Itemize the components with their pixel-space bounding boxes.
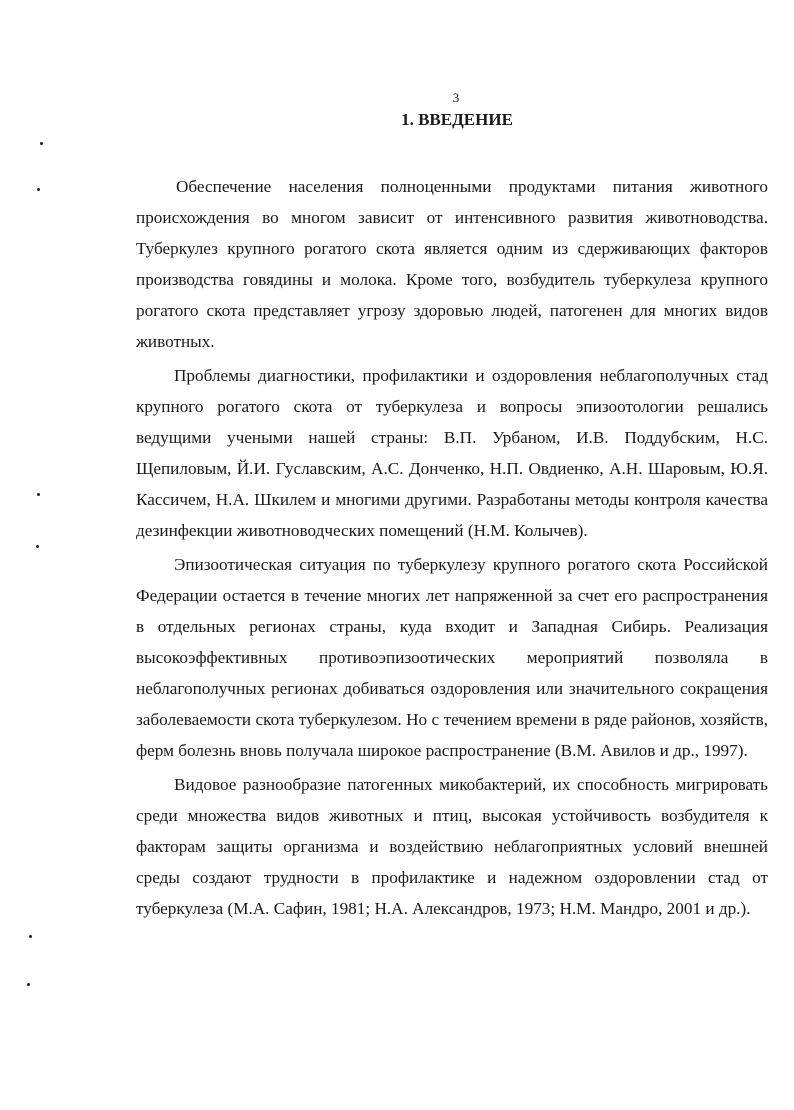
scan-speck — [37, 188, 40, 191]
scan-speck — [29, 935, 32, 938]
paragraph-4: Видовое разнообразие патогенных микобактерий, их способность мигрировать среди множества видов животных и птиц, высокая устойчивость возбудителя к факторам защиты организма и воздействию неблагоприятных условий внешней среды создают трудности в профилактике и надежном оздоровлении стад от туберкулеза (М.А. Сафин, 1981; Н.А. Александров, 1973; Н.М. Мандро, 2001 и др.). — [136, 775, 768, 918]
scan-speck — [27, 983, 30, 986]
scan-speck — [36, 545, 39, 548]
section-heading: 1. ВВЕДЕНИЕ — [401, 110, 513, 129]
body-text — [136, 171, 768, 927]
scan-speck — [40, 142, 43, 145]
scan-speck — [37, 493, 40, 496]
paragraph-3: Эпизоотическая ситуация по туберкулезу крупного рогатого скота Российской Федерации остается в течение многих лет напряженной за счет его распространения в отдельных регионах страны, куда входит и Западная Сибирь. Реализация высокоэффективных противоэпизоотических мероприятий позволяла в неблагополучных регионах добиваться оздоровления или значительного сокращения заболеваемости скота туберкулезом. Но с течением времени в ряде районов, хозяйств, ферм болезнь вновь получала широкое распространение (В.М. Авилов и др., 1997). — [136, 555, 768, 760]
paragraph-2: Проблемы диагностики, профилактики и оздоровления неблагополучных стад крупного рогатого скота от туберкулеза и вопросы эпизоотологии решались ведущими учеными нашей страны: В.П. Урбаном, И.В. Поддубским, Н.С. Щепиловым, Й.И. Гуславским, А.С. Донченко, Н.П. Овдиенко, А.Н. Шаровым, Ю.Я. Кассичем, Н.А. Шкилем и многими другими. Разработаны методы контроля качества дезинфекции животноводческих помещений (Н.М. Колычев). — [136, 366, 768, 540]
page-number: 3 — [452, 90, 460, 105]
paragraph-1: Обеспечение населения полноценными продуктами питания животного происхождения во многом зависит от интенсивного развития животноводства. Туберкулез крупного рогатого скота является одним из сдерживающих факторов производства говядины и молока. Кроме того, возбудитель туберкулеза крупного рогатого скота представляет угрозу здоровью людей, патогенен для многих видов животных. — [136, 177, 768, 351]
